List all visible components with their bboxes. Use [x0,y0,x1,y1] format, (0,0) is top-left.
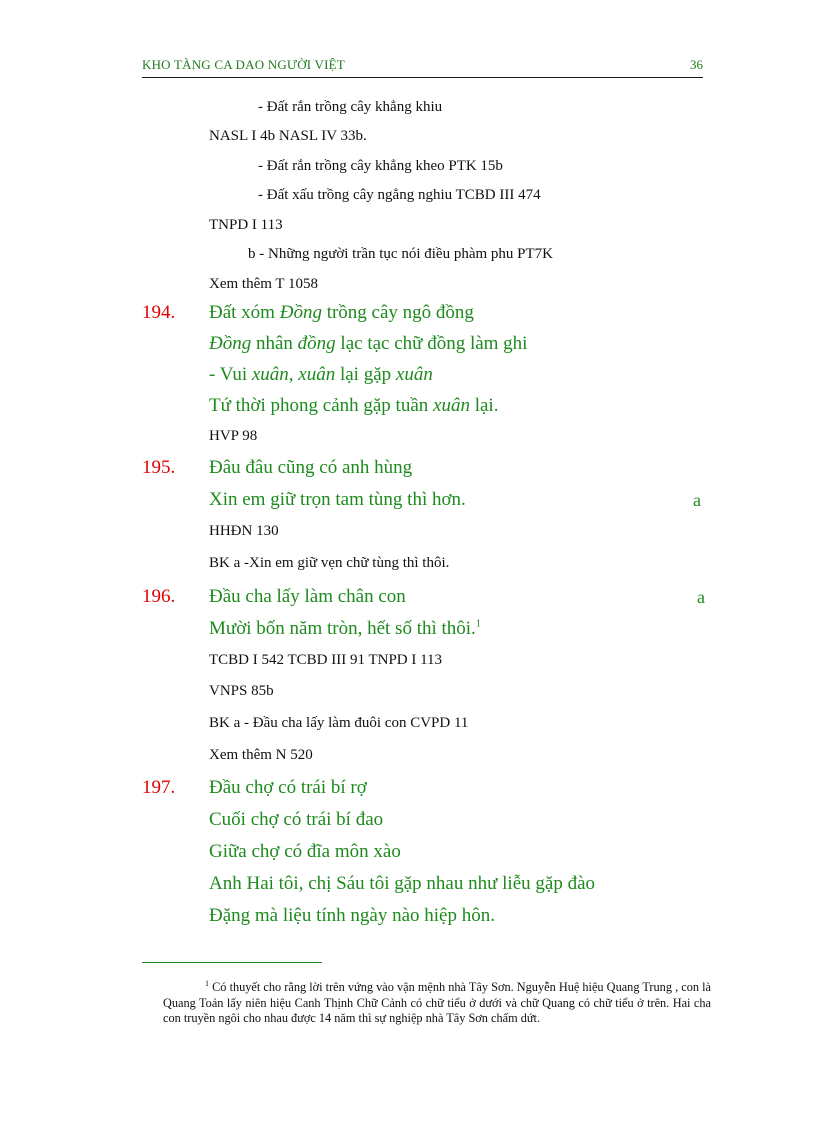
verse-line: - Vui xuân, xuân lại gặp xuân [209,364,433,385]
source-line: HHĐN 130 [209,523,279,539]
verse-line: Đầu chợ có trái bí rợ [209,777,367,798]
variant-line: - Đất rắn trồng cây khẳng kheo PTK 15b [258,158,503,174]
page-number: 36 [690,57,703,72]
source-line: NASL I 4b NASL IV 33b. [209,128,367,144]
verse-line: Đồng nhân đồng lạc tạc chữ đồng làm ghi [209,333,528,354]
verse-line: Mười bốn năm tròn, hết số thì thôi.$^1$ [209,618,481,639]
source-line: TNPD I 113 [209,217,283,233]
footnote: $^1$ Có thuyết cho rằng lời trên vứng vào vận mệnh nhà Tây Sơn. Nguyễn Huệ hiệu Quang Trung , con là Quang Toản lấy niên hiệu Canh Thịnh Chữ Cảnh có chữ tiểu ở dưới và chữ Quang có chữ tiểu ở trên. Hai cha con truyền ngôi cho nhau được 14 năm thì sự nghiệp nhà Tây Sơn chấm dứt. [163,979,711,1026]
footnote-ref: 1 [475,618,481,630]
verse-line: Anh Hai tôi, chị Sáu tôi gặp nhau như liễu gặp đào [209,873,596,894]
verse-line: Xin em giữ trọn tam tùng thì hơn. [209,489,466,510]
verse-line: Tứ thời phong cảnh gặp tuần xuân lại. [209,395,499,416]
running-header [142,55,703,78]
entry-number: 195. [142,457,176,478]
book-title: KHO TÀNG CA DAO NGƯỜI VIỆT [142,57,345,72]
variant-line: - Đất xấu trồng cây ngẳng nghiu TCBD III 474 [258,187,541,203]
verse-line: Cuối chợ có trái bí đao [209,809,384,830]
cross-reference: Xem thêm T 1058 [209,276,319,292]
verse-line: Đất xóm Đồng trồng cây ngô đồng [209,302,474,323]
verse-line: Giữa chợ có đĩa môn xào [209,841,401,862]
variant-line: b - Những người trần tục nói điều phàm phu PT7K [248,246,553,262]
variant-line: BK a - Đầu cha lấy làm đuôi con CVPD 11 [209,715,469,731]
entry-number: 197. [142,777,176,798]
cross-reference: Xem thêm N 520 [209,747,313,763]
variant-line: - Đất rắn trồng cây khẳng khiu [258,99,443,115]
source-line: TCBD I 542 TCBD III 91 TNPD I 113 [209,652,443,668]
variant-mark: a [693,490,701,510]
source-line: HVP 98 [209,428,258,444]
footnote-separator [142,962,322,963]
source-line: VNPS 85b [209,683,274,699]
entry-number: 194. [142,302,176,323]
verse-line: Đâu đâu cũng có anh hùng [209,457,413,478]
verse-line: Đặng mà liệu tính ngày nào hiệp hôn. [209,905,495,926]
footnote-number: 1 [205,979,209,988]
variant-mark: a [697,587,705,607]
variant-line: BK a -Xin em giữ vẹn chữ tùng thì thôi. [209,555,450,571]
verse-line: Đầu cha lấy làm chân con [209,586,406,607]
entry-number: 196. [142,586,176,607]
